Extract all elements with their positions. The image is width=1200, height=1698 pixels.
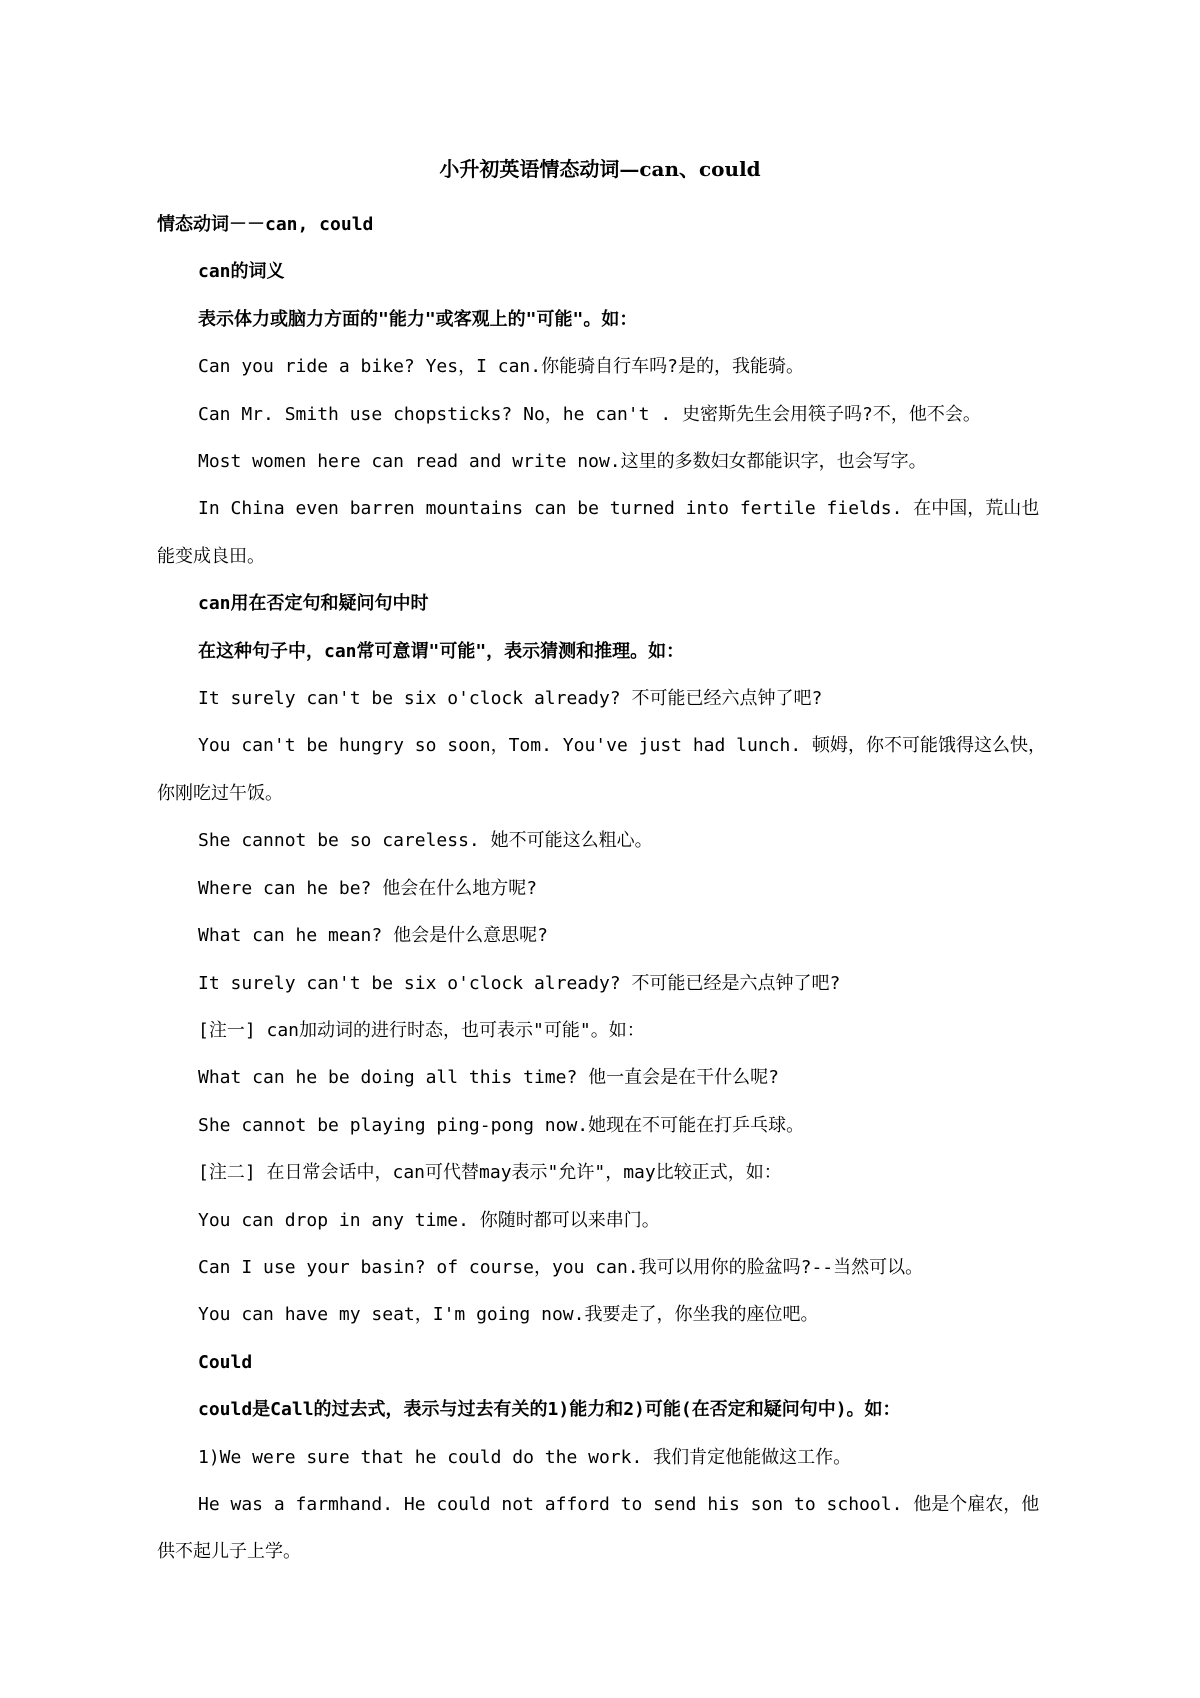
document-body [157, 201, 1055, 1576]
example-sentence: 1)We were sure that he could do the work. 我们肯定他能做这工作。 [198, 1446, 852, 1468]
example-sentence: Can I use your basin? of course，you can.我可以用你的脸盆吗?--当然可以。 [198, 1256, 924, 1278]
definition-ability: 表示体力或脑力方面的"能力"或客观上的"可能"。如： [198, 308, 638, 330]
subheading-can-meaning: can的词义 [198, 261, 285, 283]
example-sentence: You can't be hungry so soon，Tom. You've just had lunch. 顿姆，你不可能饿得这么快，你刚吃过午饭。 [157, 735, 1047, 804]
example-sentence: What can he mean? 他会是什么意思呢? [198, 925, 548, 947]
definition-possibility: 在这种句子中，can常可意谓"可能"，表示猜测和推理。如： [198, 640, 685, 662]
example-sentence: You can have my seat，I'm going now.我要走了，你坐我的座位吧。 [198, 1304, 819, 1326]
example-sentence: He was a farmhand. He could not afford to send his son to school. 他是个雇农，他供不起儿子上学。 [157, 1493, 1040, 1563]
example-sentence: It surely can't be six o'clock already? 不可能已经是六点钟了吧? [198, 972, 841, 994]
document-title: 小升初英语情态动词—can、could [439, 157, 761, 181]
example-sentence: What can he be doing all this time? 他一直会是在干什么呢? [198, 1067, 779, 1089]
example-sentence: Can Mr. Smith use chopsticks? No，he can't . 史密斯先生会用筷子吗?不，他不会。 [198, 403, 981, 425]
example-sentence: It surely can't be six o'clock already? 不可能已经六点钟了吧? [198, 688, 823, 710]
example-sentence: You can drop in any time. 你随时都可以来串门。 [198, 1209, 660, 1231]
subheading-negative-question: can用在否定句和疑问句中时 [198, 593, 429, 615]
note-two: [注二] 在日常会话中，can可代替may表示"允许"，may比较正式，如： [198, 1162, 782, 1184]
example-sentence: Most women here can read and write now.这里的多数妇女都能识字，也会写字。 [198, 451, 927, 473]
example-sentence: She cannot be playing ping-pong now.她现在不可能在打乒乓球。 [198, 1114, 805, 1136]
section-heading: 情态动词－－can, could [157, 214, 374, 235]
example-sentence: Where can he be? 他会在什么地方呢? [198, 877, 538, 899]
example-sentence: Can you ride a bike? Yes，I can.你能骑自行车吗?是的，我能骑。 [198, 356, 804, 378]
subheading-could: Could [198, 1351, 253, 1373]
definition-could: could是Call的过去式，表示与过去有关的1)能力和2)可能(在否定和疑问句中)。如： [198, 1399, 901, 1421]
example-sentence: She cannot be so careless. 她不可能这么粗心。 [198, 830, 653, 852]
note-one: [注一] can加动词的进行时态，也可表示"可能"。如： [198, 1019, 645, 1041]
example-sentence: In China even barren mountains can be turned into fertile fields. 在中国，荒山也能变成良田。 [157, 498, 1040, 567]
